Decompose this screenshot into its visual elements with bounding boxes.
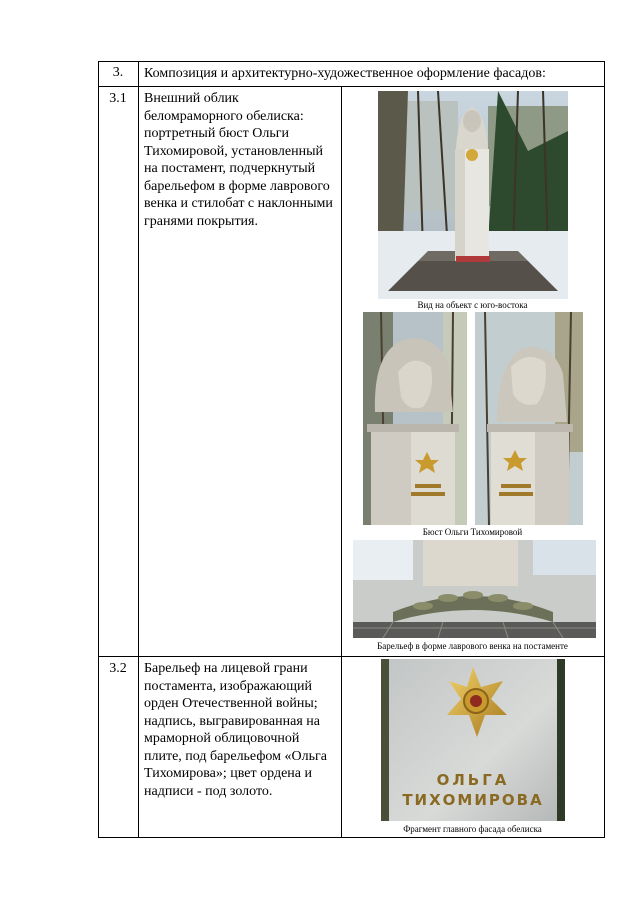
engraving-last-name: ТИХОМИРОВА xyxy=(402,791,544,809)
photo-obelisk-southeast xyxy=(378,91,568,299)
engraving-first-name: ОЛЬГА xyxy=(436,771,510,789)
caption-facade-fragment: Фрагмент главного фасада обелиска xyxy=(403,824,542,834)
photo-laurel-wreath xyxy=(353,540,596,638)
table-border-bottom xyxy=(98,837,605,838)
table-rule xyxy=(98,86,605,87)
table-column-divider xyxy=(341,86,342,838)
table-border-left xyxy=(98,61,99,838)
row-number-3-2: 3.2 xyxy=(109,661,127,676)
photo-bust-right xyxy=(475,312,583,525)
table-border-top xyxy=(98,61,605,62)
table-rule xyxy=(98,656,605,657)
header-number: 3. xyxy=(112,65,124,80)
table-column-divider xyxy=(138,61,139,838)
caption-southeast-view: Вид на объект с юго-востока xyxy=(417,300,528,310)
row-number-3-1: 3.1 xyxy=(109,91,127,106)
photo-bust-left xyxy=(363,312,467,525)
caption-bust: Бюст Ольги Тихомировой xyxy=(422,527,523,537)
photo-main-facade-fragment xyxy=(381,659,565,821)
row-description-3-2: Барельеф на лицевой грани постамента, изображающий орден Отечественной войны; надпись, выгравированная на мраморной облицовочной плите, под барельефом «Ольга Тихомирова»; цвет ордена и надписи - под золото. xyxy=(144,661,327,799)
caption-laurel-wreath: Барельеф в форме лаврового венка на постаменте xyxy=(377,641,568,651)
row-description-3-1: Внешний облик беломраморного обелиска: портретный бюст Ольги Тихомировой, установленный на постамент, подчеркнутый барельефом в форме лаврового венка и стилобат с наклонными гранями покрытия. xyxy=(144,91,333,229)
header-title: Композиция и архитектурно-художественное оформление фасадов: xyxy=(144,66,546,81)
table-border-right xyxy=(604,61,605,838)
composition-table xyxy=(98,61,605,838)
